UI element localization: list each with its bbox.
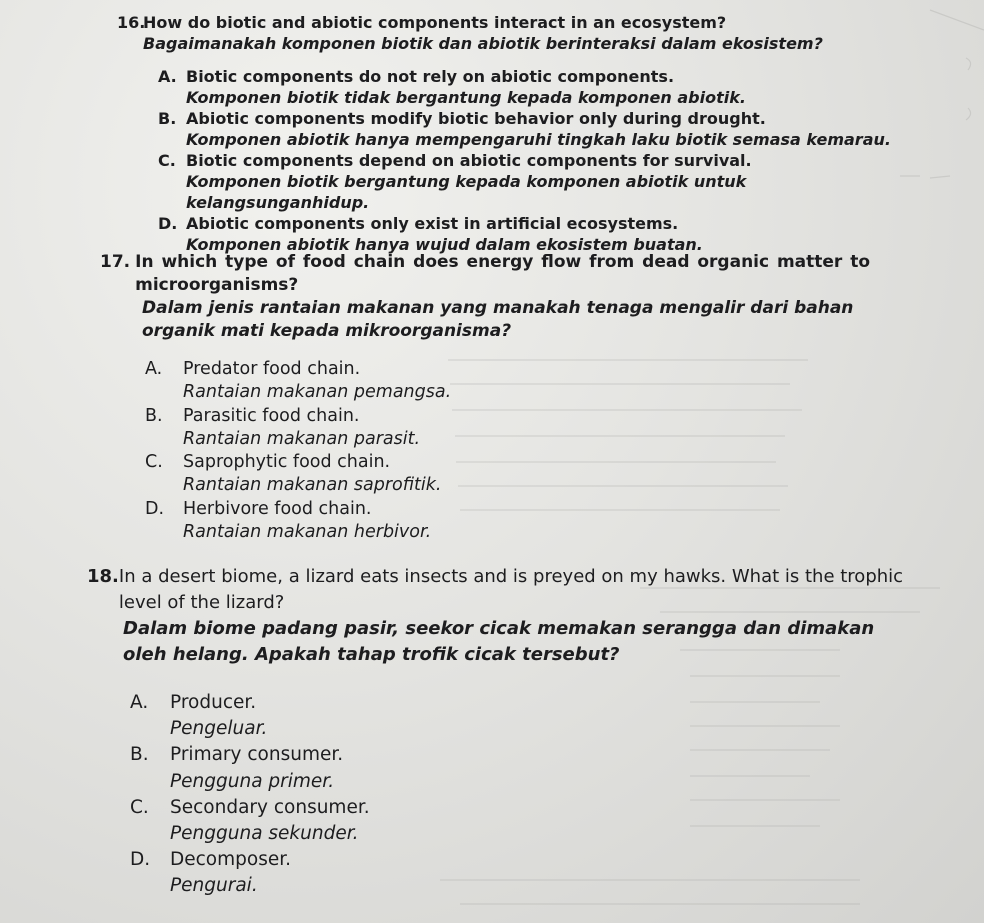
option-text-en: Abiotic components only exist in artificial ecosystems. — [186, 214, 679, 233]
option-text-ms: Pengguna primer. — [170, 770, 335, 792]
option-d[interactable] — [130, 847, 630, 873]
question-text-ms: Dalam biome padang pasir, seekor cicak memakan serangga dan dimakan oleh helang. Apakah tahap trofik cicak tersebut? — [123, 618, 875, 665]
question-16 — [117, 12, 947, 54]
question-number: 16. — [117, 13, 146, 32]
option-c[interactable] — [130, 795, 630, 821]
option-text-en: Primary consumer. — [170, 744, 344, 766]
option-letter: C. — [145, 452, 163, 473]
option-letter: B. — [158, 109, 177, 128]
option-c[interactable] — [158, 150, 898, 171]
question-text-ms: Dalam jenis rantaian makanan yang manakah tenaga mengalir dari bahan organik mati kepada mikroorganisma? — [142, 298, 854, 341]
option-text-ms: Rantaian makanan herbivor. — [183, 522, 432, 543]
option-a[interactable] — [130, 690, 630, 716]
option-b[interactable] — [130, 742, 630, 768]
question-17 — [100, 251, 870, 343]
question-text-en: How do biotic and abiotic components interact in an ecosystem? — [143, 13, 727, 32]
question-number: 17. — [100, 252, 131, 272]
option-text-ms: Komponen biotik bergantung kepada komponen abiotik untuk kelangsunganhidup. — [186, 172, 747, 212]
option-letter: C. — [130, 796, 149, 818]
question-18 — [87, 564, 917, 668]
option-text-ms: Komponen abiotik hanya mempengaruhi tingkah laku biotik semasa kemarau. — [186, 130, 891, 149]
option-letter: B. — [130, 744, 149, 766]
option-text-en: Abiotic components modify biotic behavior only during drought. — [186, 109, 766, 128]
option-b[interactable] — [158, 108, 898, 129]
option-text-ms: Pengguna sekunder. — [170, 823, 359, 845]
option-text-ms: Pengurai. — [170, 875, 258, 897]
option-a[interactable] — [158, 66, 898, 87]
option-text-ms: Komponen biotik tidak bergantung kepada komponen abiotik. — [186, 88, 746, 107]
option-letter: D. — [158, 214, 178, 233]
option-text-en: Biotic components depend on abiotic components for survival. — [186, 151, 752, 170]
option-text-en: Herbivore food chain. — [183, 498, 372, 519]
option-text-en: Biotic components do not rely on abiotic components. — [186, 67, 675, 86]
option-text-ms: Pengeluar. — [170, 718, 268, 740]
option-text-en: Producer. — [170, 692, 257, 713]
option-text-en: Predator food chain. — [183, 359, 361, 379]
option-d[interactable] — [145, 498, 645, 521]
option-c[interactable] — [145, 451, 645, 474]
option-b[interactable] — [145, 405, 645, 428]
option-d[interactable] — [158, 213, 898, 234]
option-letter: A. — [145, 359, 163, 379]
option-letter: B. — [145, 405, 163, 426]
option-text-en: Secondary consumer. — [170, 796, 370, 818]
option-text-en: Parasitic food chain. — [183, 405, 360, 426]
option-text-ms: Rantaian makanan pemangsa. — [183, 382, 452, 403]
option-letter: A. — [130, 692, 149, 713]
question-number: 18. — [87, 566, 119, 587]
question-16-options — [158, 66, 898, 255]
question-text-en: In a desert biome, a lizard eats insects and is preyed on my hawks. What is the trophic level of the lizard? — [118, 566, 904, 613]
option-letter: D. — [130, 849, 151, 871]
option-text-ms: Komponen abiotik hanya wujud dalam ekosistem buatan. — [186, 235, 703, 254]
option-text-ms: Rantaian makanan parasit. — [183, 428, 421, 449]
question-17-options — [145, 358, 645, 544]
question-text-ms: Bagaimanakah komponen biotik dan abiotik berinteraksi dalam ekosistem? — [143, 34, 823, 53]
question-text-en: In which type of food chain does energy flow from dead organic matter to microorganisms? — [135, 252, 870, 295]
option-text-en: Saprophytic food chain. — [183, 452, 391, 473]
question-18-options — [130, 690, 630, 900]
option-letter: A. — [158, 67, 177, 86]
option-text-en: Decomposer. — [170, 849, 292, 871]
option-text-ms: Rantaian makanan saprofitik. — [183, 475, 442, 496]
option-a[interactable] — [145, 358, 645, 381]
option-letter: D. — [145, 498, 165, 519]
option-letter: C. — [158, 151, 176, 170]
